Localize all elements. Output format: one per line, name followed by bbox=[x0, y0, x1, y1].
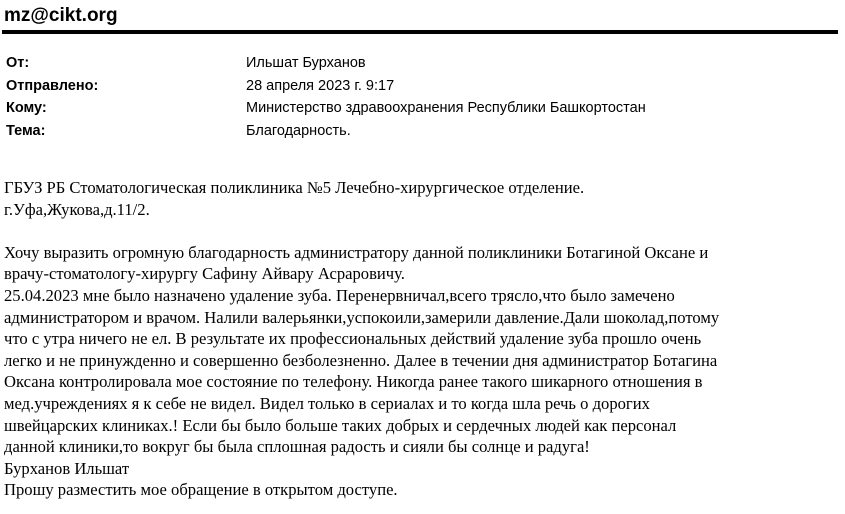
message-line: врачу-стоматологу-хирургу Сафину Айвару Асраровичу. bbox=[4, 264, 405, 284]
message-line: Прошу разместить мое обращение в открытом доступе. bbox=[4, 480, 398, 500]
sent-label: Отправлено: bbox=[6, 77, 99, 94]
message-line: администратором и врачом. Налили валерьянки,успокоили,замерили давление.Дали шоколад,потому bbox=[4, 307, 720, 327]
email-body bbox=[4, 177, 840, 501]
to-label: Кому: bbox=[6, 100, 47, 116]
from-label: От: bbox=[6, 55, 30, 71]
message-line: Оксана контролировала мое состояние по телефону. Никогда ранее такого шикарного отношения в bbox=[4, 372, 703, 392]
to-value: Министерство здравоохранения Республики Башкортостан bbox=[246, 100, 646, 116]
sent-value: 28 апреля 2023 г. 9:17 bbox=[246, 77, 395, 94]
message-line: 25.04.2023 мне было назначено удаление зуба. Перенервничал,всего трясло,что было замечено bbox=[4, 285, 675, 305]
message-line: данной клиники,то вокруг бы была сплошная радость и сияли бы солнце и радуга! bbox=[4, 437, 590, 457]
address-line: г.Уфа,Жукова,д.11/2. bbox=[4, 199, 150, 219]
paragraph-gap bbox=[4, 220, 840, 242]
subject-label: Тема: bbox=[6, 122, 46, 139]
message-line: легко и не принужденно и совершенно безболезненно. Далее в течении дня администратор Ботагина bbox=[4, 350, 718, 370]
message-line: мед.учреждениях я к себе не видел. Видел только в сериалах и то когда шла речь о дорогих bbox=[4, 393, 650, 413]
from-value: Ильшат Бурханов bbox=[246, 55, 366, 71]
mailbox-address: mz@cikt.org bbox=[4, 5, 118, 26]
message-line: Хочу выразить огромную благодарность администратору данной поликлиники Ботагиной Оксане и bbox=[4, 242, 709, 262]
header-divider bbox=[2, 30, 838, 34]
message-line: что с утра ничего не ел. В результате их профессиональных действий удаление зуба прошло очень bbox=[4, 329, 702, 349]
signature-line: Бурханов Ильшат bbox=[4, 458, 130, 478]
address-line: ГБУЗ РБ Стоматологическая поликлиника №5 Лечебно-хирургическое отделение. bbox=[4, 178, 585, 197]
subject-value: Благодарность. bbox=[246, 122, 351, 139]
message-line: швейцарских клиниках.! Если бы было больше таких добрых и сердечных людей как персонал bbox=[4, 415, 677, 435]
